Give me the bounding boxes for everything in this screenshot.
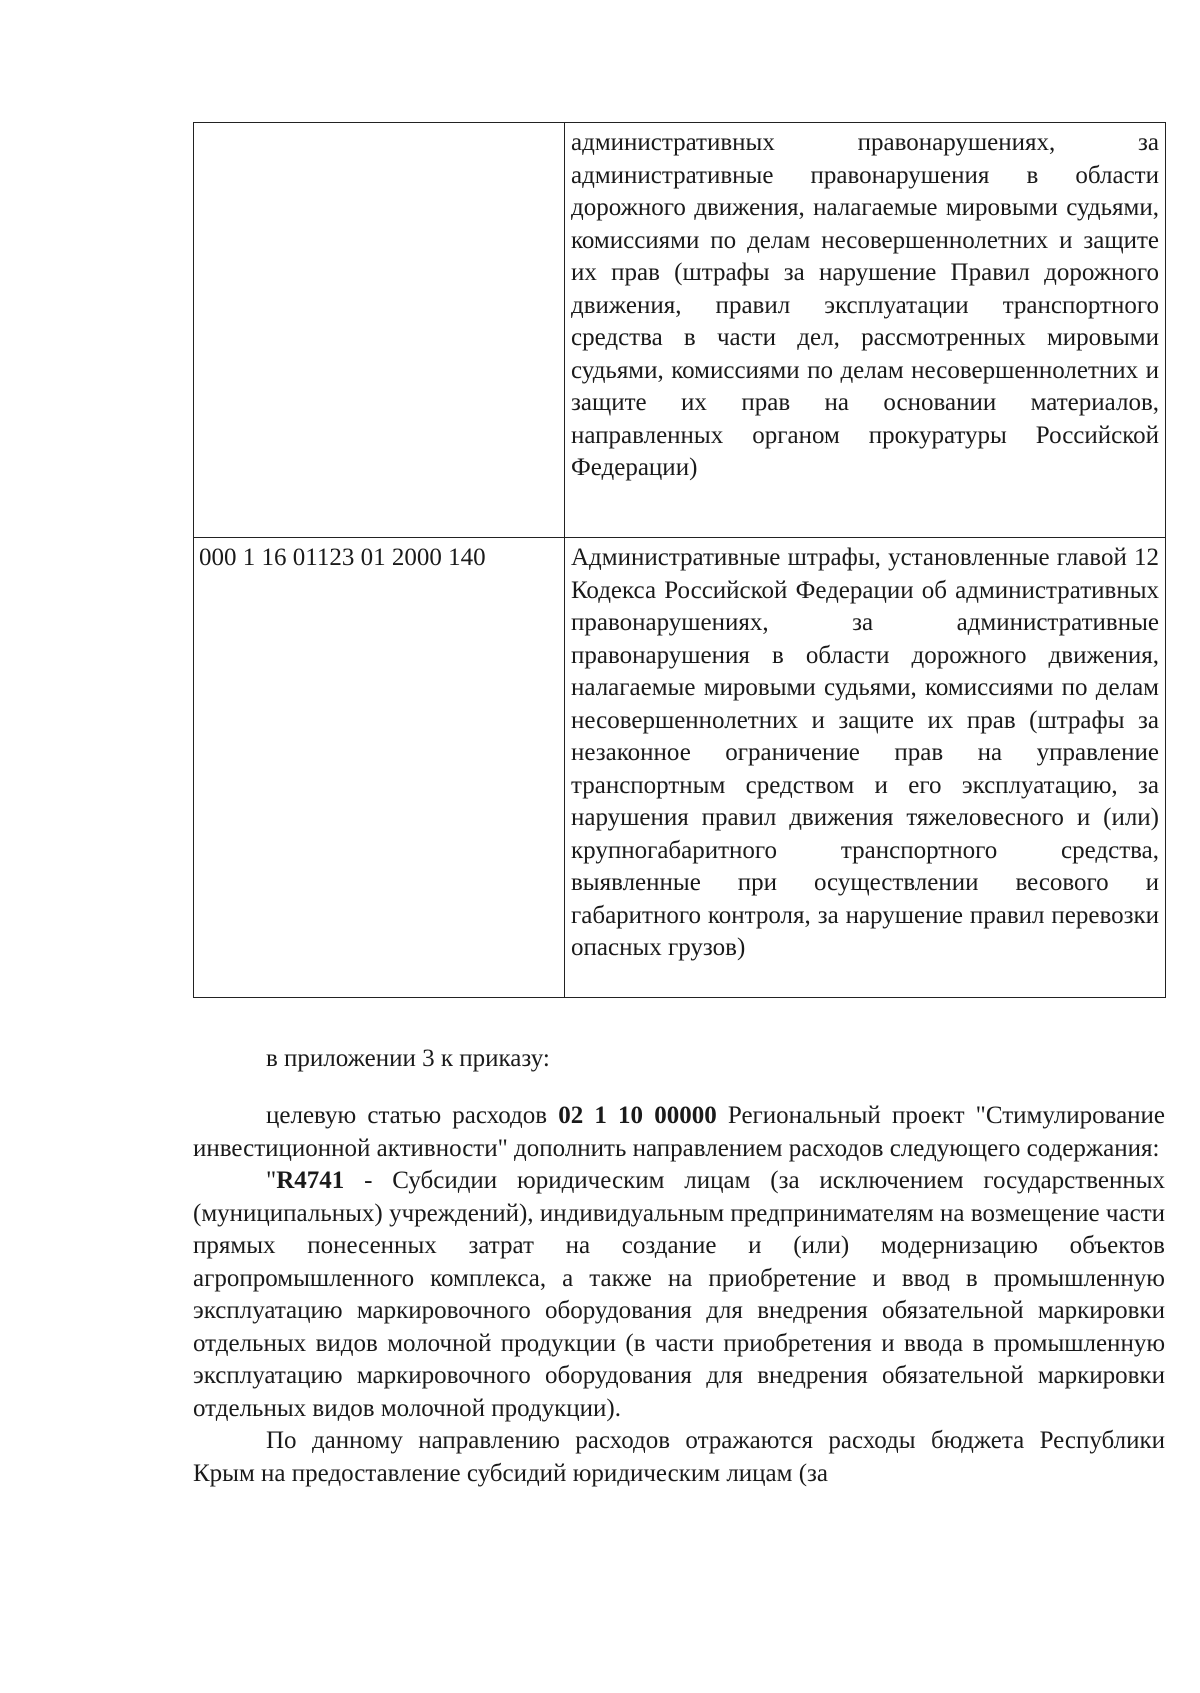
- description-text: административных правонарушениях, за административные правонарушения в области дорожного движения, налагаемые мировыми судьями, комиссиями по делам несовершеннолетних и защите их прав (штрафы за нарушение Правил дорожного движения, правил эксплуатации транспортного средства в части дел, рассмотренных мировыми судьями, комиссиями по делам несовершеннолетних и защите их прав на основании материалов, направленных органом прокуратуры Российской Федерации): [571, 129, 1159, 481]
- expense-direction-code: R4741: [276, 1167, 345, 1194]
- paragraph-text: целевую статью расходов: [266, 1102, 559, 1129]
- description-cell: [565, 538, 1166, 998]
- body-paragraphs: [193, 1100, 1165, 1490]
- budget-codes-table: [193, 122, 1166, 998]
- table-row: [194, 123, 1166, 538]
- paragraph-text: Региональный проект "Стимулирование инвестиционной активности" дополнить направлением расходов следующего содержания:: [193, 1102, 1166, 1162]
- table-row: [194, 538, 1166, 998]
- paragraph-expense-direction: [193, 1165, 1165, 1425]
- quote-mark: ": [266, 1167, 277, 1194]
- code-cell: [194, 538, 565, 998]
- paragraph-budget-expenses: По данному направлению расходов отражаются расходы бюджета Республики Крым на предоставление субсидий юридическим лицам (за: [193, 1427, 1165, 1487]
- intro-line: в приложении 3 к приказу:: [266, 1045, 550, 1072]
- description-text: Административные штрафы, установленные главой 12 Кодекса Российской Федерации об административных правонарушениях, за административные правонарушения в области дорожного движения, налагаемые мировыми судьями, комиссиями по делам несовершеннолетних и защите их прав (штрафы за незаконное ограничение прав на управление транспортным средством и его эксплуатацию, за нарушения правил движения тяжеловесного и (или) крупногабаритного транспортного средства, выявленные при осуществлении весового и габаритного контроля, за нарушение правил перевозки опасных грузов): [571, 544, 1159, 961]
- target-article-code: 02 1 10 00000: [558, 1102, 717, 1129]
- code-cell: [194, 123, 565, 538]
- code-text: 000 1 16 01123 01 2000 140: [199, 544, 486, 571]
- paragraph-target-article: [193, 1100, 1165, 1165]
- description-cell: [565, 123, 1166, 538]
- paragraph-text: - Субсидии юридическим лицам (за исключением государственных (муниципальных) учреждений), индивидуальным предпринимателям на возмещение части прямых понесенных затрат на создание и (или) модернизацию объектов агропромышленного комплекса, а также на приобретение и ввод в промышленную эксплуатацию маркировочного оборудования для внедрения обязательной маркировки отдельных видов молочной продукции (в части приобретения и ввода в промышленную эксплуатацию маркировочного оборудования для внедрения обязательной маркировки отдельных видов молочной продукции).: [193, 1167, 1165, 1422]
